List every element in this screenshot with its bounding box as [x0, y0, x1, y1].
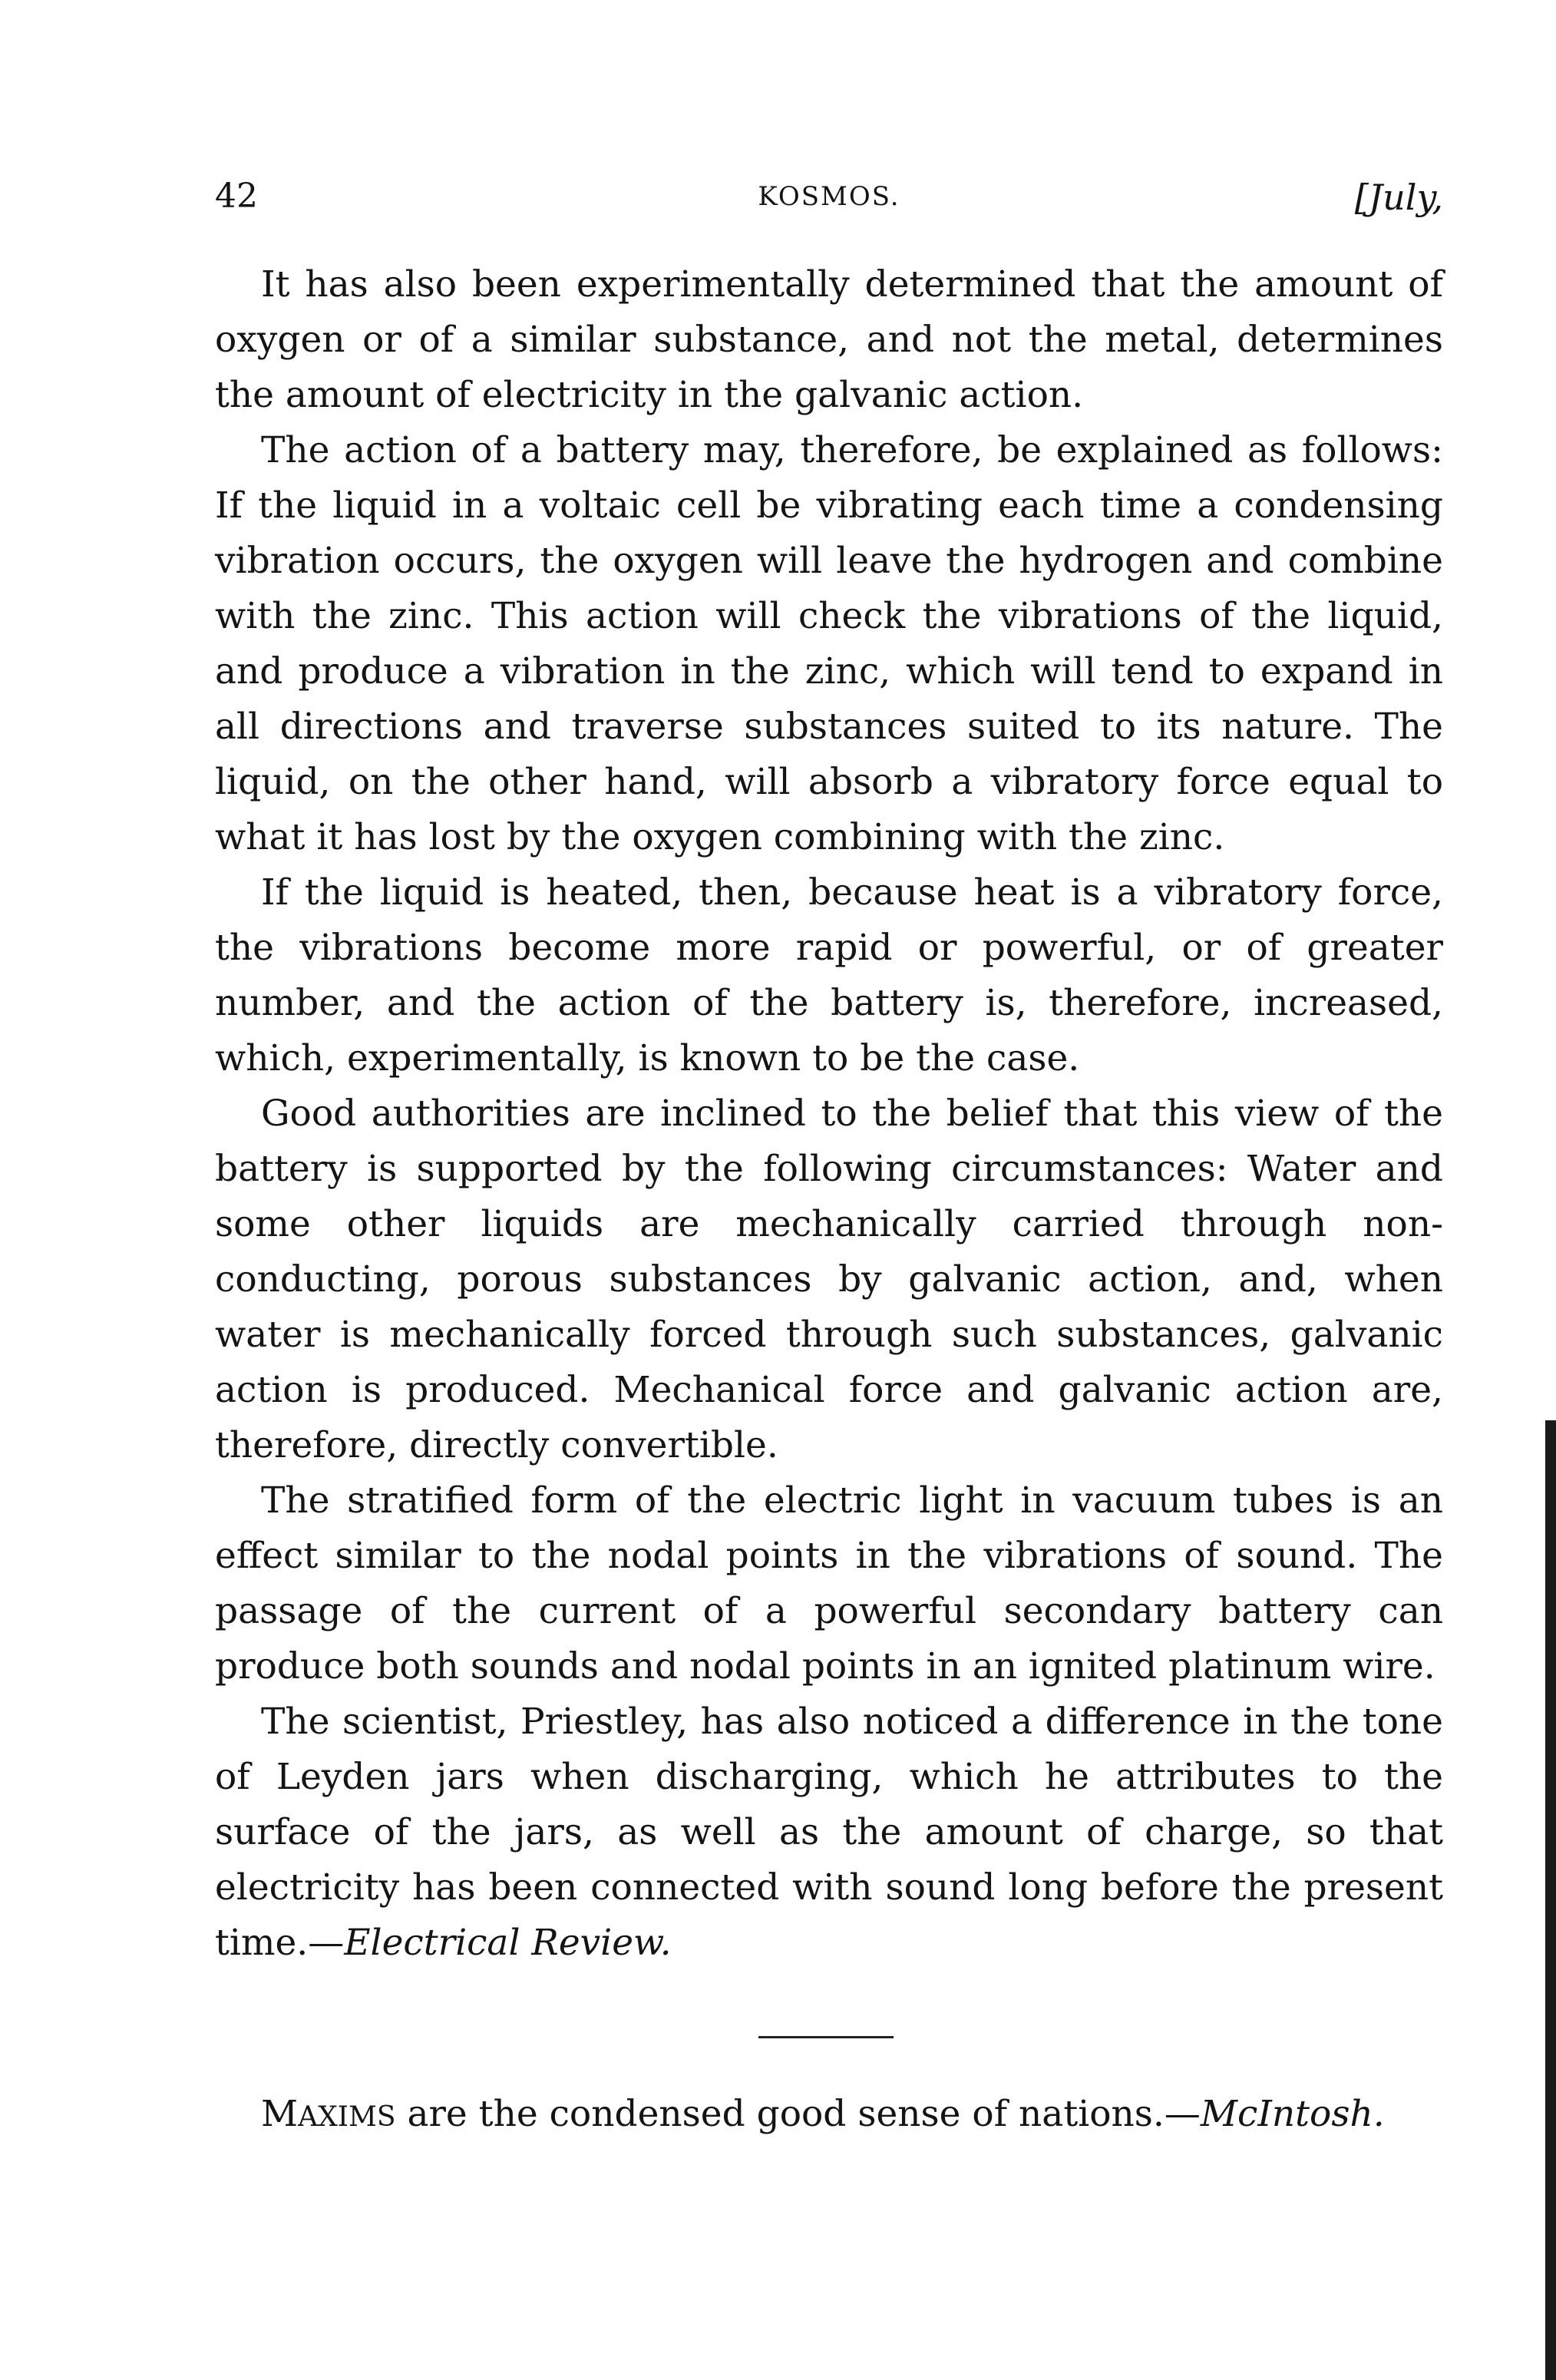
article-body	[215, 257, 1443, 1971]
running-title: KOSMOS.	[758, 181, 900, 212]
scan-edge-mark	[1545, 1420, 1556, 2380]
page-number: 42	[215, 177, 258, 216]
page-header	[215, 177, 1443, 223]
paragraph-heated-liquid: If the liquid is heated, then, because heat is a vibratory force, the vibrations become more rapid or powerful, or of greater number, and the action of the battery is, therefore, increased, which, experimentally, is known to be the case.	[215, 871, 1443, 1079]
paragraph-good-authorities: Good authorities are inclined to the belief that this view of the battery is supported by the following circumstances: Water and some other liquids are mechanically carried through non-conducting, porous substances by galvanic action, and, when water is mechanically forced through such substances, galvanic action is produced. Mechanical force and galvanic action are, therefore, directly convertible.	[215, 1092, 1443, 1466]
paragraph-oxygen-determines: It has also been experimentally determined that the amount of oxygen or of a similar substance, and not the metal, determines the amount of electricity in the galvanic action.	[215, 263, 1443, 416]
maxim-text: are the condensed good sense of nations.—	[395, 2093, 1201, 2135]
priestley-text: The scientist, Priestley, has also noticed a difference in the tone of Leyden jars when discharging, which he attributes to the surface of the jars, as well as the amount of charge, so that electricity has been connected with sound long before the present time.—	[215, 1701, 1443, 1964]
maxim-lead-rest: AXIMS	[298, 2101, 396, 2133]
maxim-quote	[215, 2087, 1443, 2145]
paragraph-stratified-light: The stratified form of the electric light in vacuum tubes is an effect similar to the nodal points in the vibrations of sound. The passage of the current of a powerful secondary battery can produce both sounds and nodal points in an ignited platinum wire.	[215, 1479, 1443, 1687]
paragraph-priestley	[215, 1694, 1443, 1971]
source-citation: Electrical Review.	[344, 1922, 672, 1964]
section-divider	[758, 2036, 894, 2038]
issue-month: [July,	[1354, 177, 1443, 218]
maxim-author: McIntosh.	[1200, 2093, 1385, 2135]
paragraph-battery-action: The action of a battery may, therefore, be explained as follows: If the liquid in a voltaic cell be vibrating each time a condensing vibration occurs, the oxygen will leave the hydrogen and combine with the zinc. This action will check the vibrations of the liquid, and produce a vibration in the zinc, which will tend to expand in all directions and traverse substances suited to its nature. The liquid, on the other hand, will absorb a vibratory force equal to what it has lost by the oxygen combining with the zinc.	[215, 429, 1443, 858]
maxim-lead-capital: M	[261, 2093, 299, 2135]
